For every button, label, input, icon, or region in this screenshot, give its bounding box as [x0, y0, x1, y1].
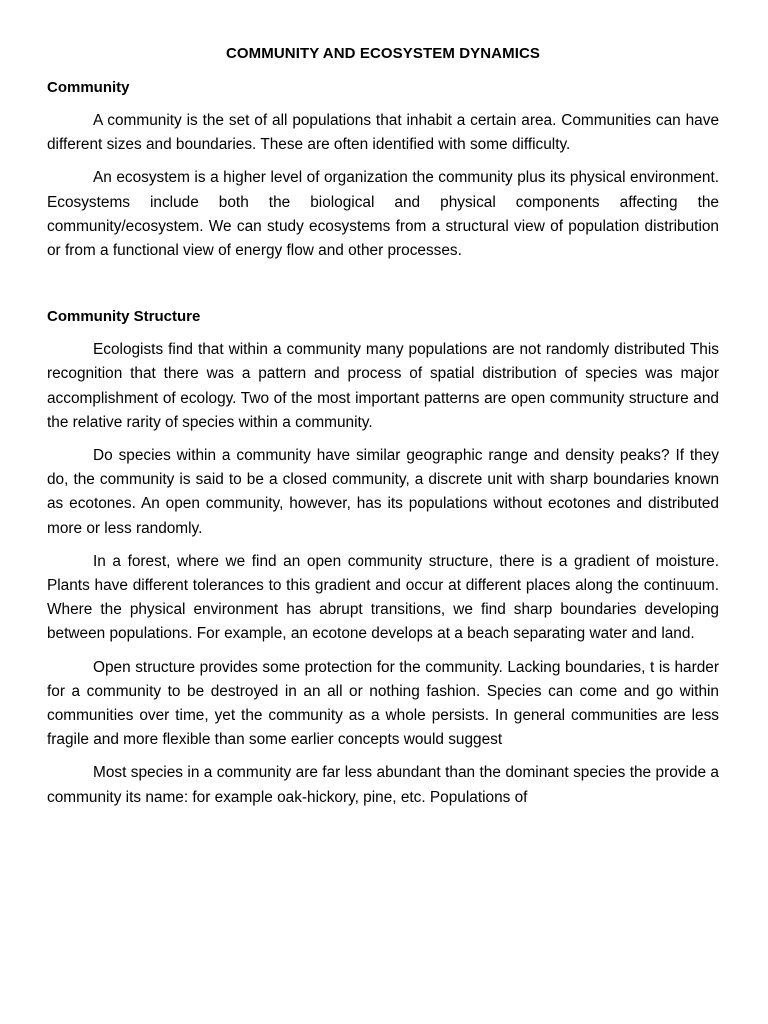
document-title: COMMUNITY AND ECOSYSTEM DYNAMICS [225, 45, 541, 62]
paragraph: Most species in a community are far less abundant than the dominant species the provide a community its name: for example oak-hickory, pine, etc. Populations of [47, 764, 719, 806]
paragraph: Do species within a community have similar geographic range and density peaks? If they do, the community is said to be a closed community, a discrete unit with sharp boundaries known as ecotones. An open community, however, has its populations without ecotones and distributed more or less randomly. [47, 447, 719, 537]
section-spacer [47, 272, 719, 305]
paragraph: In a forest, where we find an open community structure, there is a gradient of moisture. Plants have different tolerances to this gradient and occur at different places along the continuum. Where the physical environment has abrupt transitions, we find sharp boundaries developing between populations. For example, an ecotone develops at a beach separating water and land. [47, 552, 719, 643]
section-heading-community-structure: Community Structure [47, 308, 201, 326]
paragraph: Ecologists find that within a community many populations are not randomly distributed This recognition that there was a pattern and process of spatial distribution of species was major accomplishment of ecology. Two of the most important patterns are open community structure and the relative rarity of species within a community. [47, 341, 719, 431]
paragraph: A community is the set of all populations that inhabit a certain area. Communities can have different sizes and boundaries. These are often identified with some difficulty. [47, 112, 719, 154]
document-page [47, 42, 719, 819]
paragraph: Open structure provides some protection for the community. Lacking boundaries, t is harder for a community to be destroyed in an all or nothing fashion. Species can come and go within communities over time, yet the community as a whole persists. In general communities are less fragile and more flexible than some earlier concepts would suggest [47, 658, 719, 749]
paragraph: An ecosystem is a higher level of organization the community plus its physical environment. Ecosystems include both the biological and physical components affecting the community/ecosystem. We can study ecosystems from a structural view of population distribution or from a functional view of energy flow and other processes. [47, 169, 719, 260]
section-heading-community: Community [47, 79, 130, 96]
